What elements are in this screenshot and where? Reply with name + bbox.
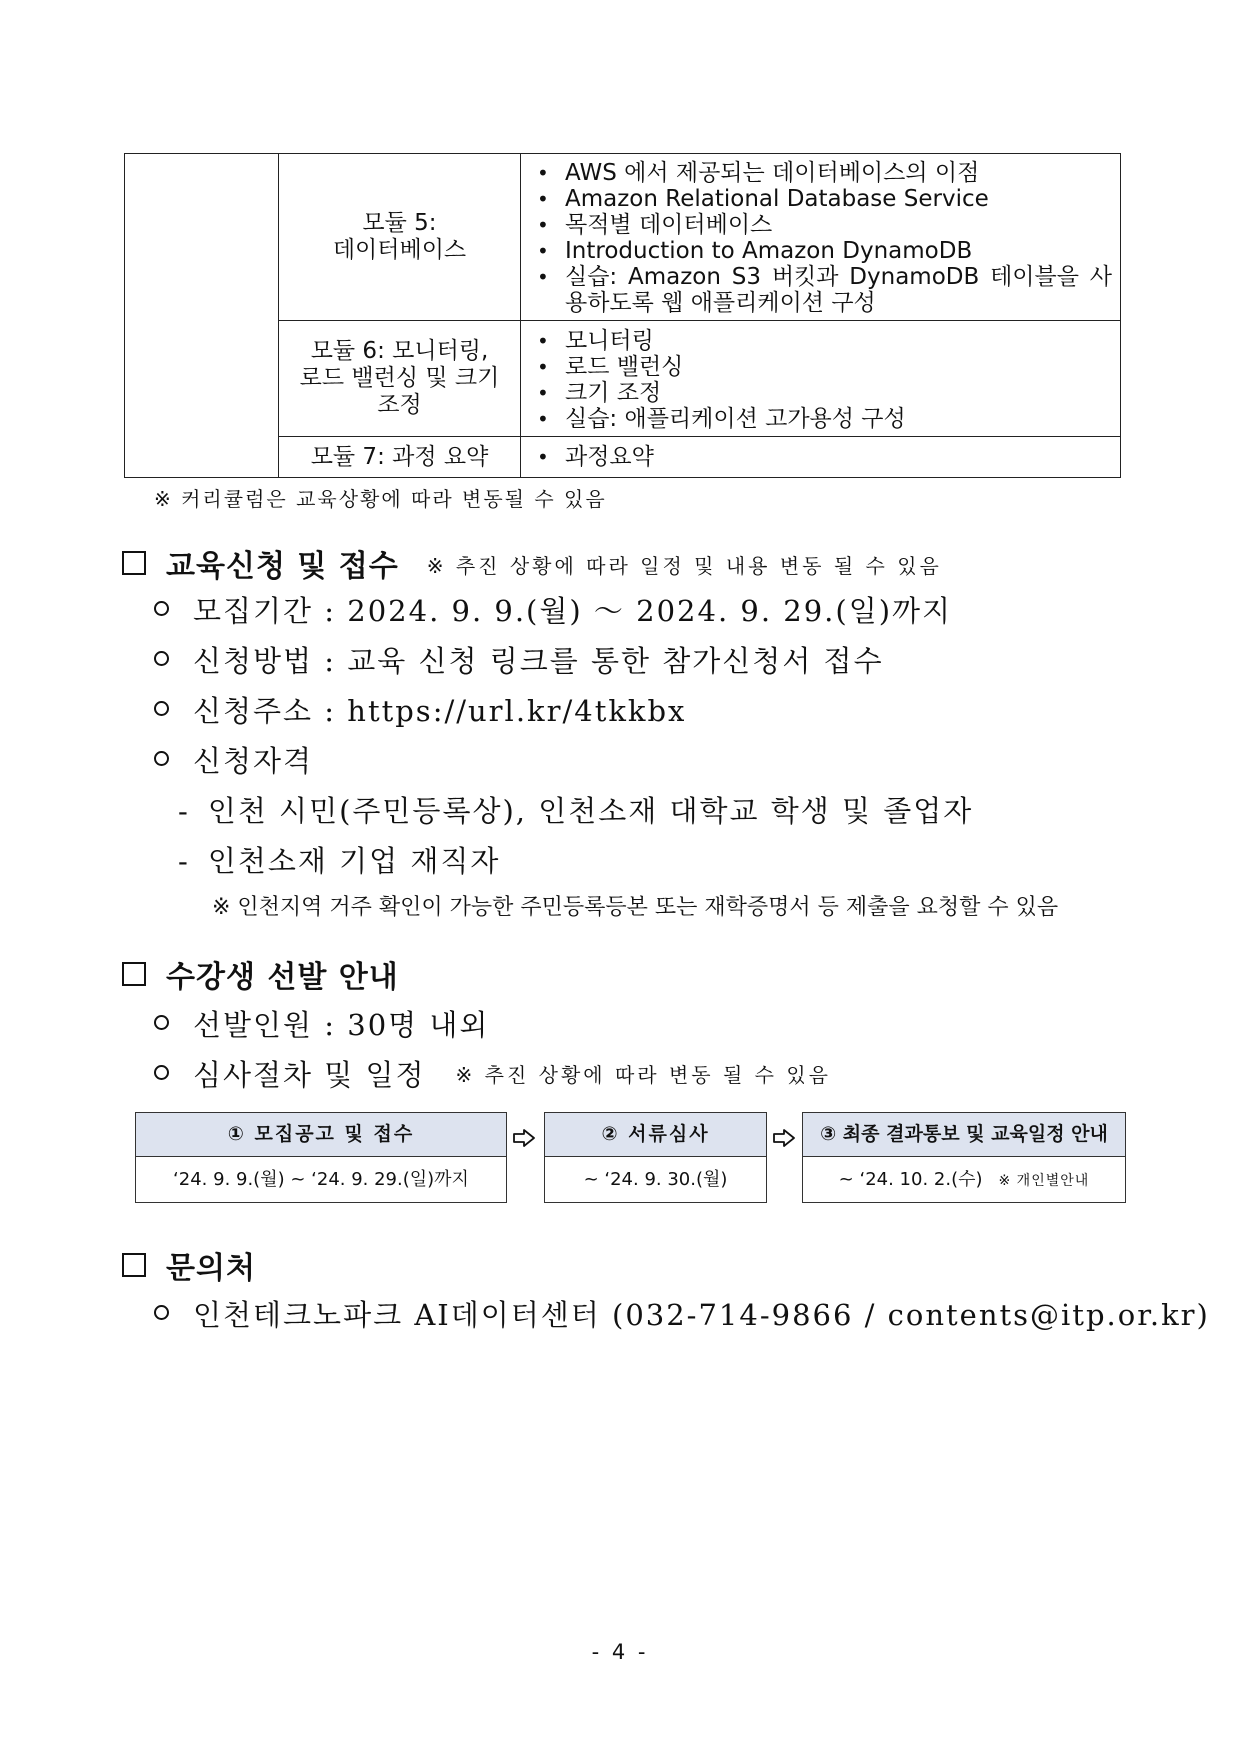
bullet-item — [154, 1003, 489, 1044]
step-extra-note: ※ 개인별안내 — [998, 1173, 1090, 1189]
section-note: ※ 추진 상황에 따라 일정 및 내용 변동 될 수 있음 — [426, 554, 942, 578]
list-item: • 모니터링 — [535, 328, 1112, 354]
eligibility-item: 인천 시민(주민등록상), 인천소재 대학교 학생 및 졸업자 — [207, 794, 974, 828]
checkbox-square-icon — [122, 1253, 146, 1277]
procedure-note: ※ 추진 상황에 따라 변동 될 수 있음 — [455, 1063, 831, 1087]
section-title — [122, 541, 942, 585]
dash-item: - 인천소재 기업 재직자 — [178, 844, 501, 878]
checkbox-square-icon — [122, 551, 146, 575]
method-text: 신청방법 : 교육 신청 링크를 통한 참가신청서 접수 — [193, 644, 884, 678]
list-item: • 로드 밸런싱 — [535, 354, 1112, 380]
module-label: 모듈 7: 과정 요약 — [310, 443, 489, 470]
module-cell — [279, 437, 521, 478]
list-item: • 목적별 데이터베이스 — [535, 212, 1112, 238]
section-title-text: 교육신청 및 접수 — [166, 549, 399, 584]
module-label: 모듈 6: 모니터링, 로드 밸런싱 및 크기 조정 — [299, 338, 500, 418]
list-item: • 실습: Amazon S3 버킷과 DynamoDB 테이블을 사용하도록 웹 애플리케이션 구성 — [535, 264, 1112, 316]
contact-text: 인천테크노파크 AI데이터센터 (032-714-9866 / contents@itp.or.kr) — [193, 1298, 1210, 1332]
module-cell — [279, 321, 521, 437]
module-items-list — [535, 328, 1112, 432]
module-items-list — [535, 444, 1112, 470]
list-item: • 과정요약 — [535, 444, 1112, 470]
table-blank-cell — [125, 154, 279, 478]
module-label: 모듈 5: 데이터베이스 — [332, 210, 467, 263]
module-cell — [279, 154, 521, 321]
section-title-text: 문의처 — [166, 1251, 256, 1286]
address-text: 신청주소 : https://url.kr/4tkkbx — [193, 694, 687, 728]
curriculum-note: ※ 커리큘럼은 교육상황에 따라 변동될 수 있음 — [154, 487, 607, 511]
step-title: ① 모집공고 및 접수 — [136, 1113, 506, 1157]
dash-item: - 인천 시민(주민등록상), 인천소재 대학교 학생 및 졸업자 — [178, 794, 974, 828]
step-box — [802, 1112, 1126, 1203]
circle-bullet-icon — [154, 1065, 169, 1080]
module-items-cell — [521, 321, 1121, 437]
bullet-item — [154, 739, 313, 780]
bullet-item — [154, 639, 884, 680]
bullet-item — [154, 1293, 1210, 1334]
step-box — [135, 1112, 507, 1203]
bullet-item — [154, 589, 952, 630]
bullet-item — [154, 689, 686, 730]
table-row — [125, 154, 1121, 321]
bullet-item — [154, 1053, 831, 1094]
step-title: ③ 최종 결과통보 및 교육일정 안내 — [803, 1113, 1125, 1157]
step-date: ~ ‘24. 9. 30.(월) — [583, 1169, 728, 1190]
arrow-right-icon — [773, 1129, 795, 1147]
section-title-text: 수강생 선발 안내 — [166, 960, 399, 995]
module-items-cell — [521, 154, 1121, 321]
step-date: ~ ‘24. 10. 2.(수) ※ 개인별안내 — [838, 1169, 1090, 1190]
module-items-list — [535, 160, 1112, 316]
arrow-right-icon — [513, 1129, 535, 1147]
count-text: 선발인원 : 30명 내외 — [193, 1008, 490, 1042]
circle-bullet-icon — [154, 1015, 169, 1030]
list-item: • Introduction to Amazon DynamoDB — [535, 238, 1112, 264]
circle-bullet-icon — [154, 1305, 169, 1320]
step-box — [544, 1112, 767, 1203]
step-title: ② 서류심사 — [545, 1113, 766, 1157]
circle-bullet-icon — [154, 701, 169, 716]
module-items-cell — [521, 437, 1121, 478]
page-number: - 4 - — [591, 1640, 649, 1664]
list-item: • 실습: 애플리케이션 고가용성 구성 — [535, 406, 1112, 432]
list-item: • Amazon Relational Database Service — [535, 186, 1112, 212]
curriculum-table — [124, 153, 1121, 478]
list-item: • AWS 에서 제공되는 데이터베이스의 이점 — [535, 160, 1112, 186]
list-item: • 크기 조정 — [535, 380, 1112, 406]
eligibility-note: ※ 인천지역 거주 확인이 가능한 주민등록등본 또는 재학증명서 등 제출을 요청할 수 있음 — [212, 895, 1059, 920]
section-title — [122, 1243, 256, 1287]
eligibility-item: 인천소재 기업 재직자 — [207, 844, 501, 878]
circle-bullet-icon — [154, 601, 169, 616]
checkbox-square-icon — [122, 962, 146, 986]
period-text: 모집기간 : 2024. 9. 9.(월) ～ 2024. 9. 29.(일)까지 — [193, 594, 953, 628]
circle-bullet-icon — [154, 751, 169, 766]
circle-bullet-icon — [154, 651, 169, 666]
step-date: ‘24. 9. 9.(월) ~ ‘24. 9. 29.(일)까지 — [173, 1169, 469, 1190]
eligibility-text: 신청자격 — [193, 744, 314, 778]
procedure-text: 심사절차 및 일정 — [193, 1058, 426, 1092]
section-title — [122, 952, 399, 996]
